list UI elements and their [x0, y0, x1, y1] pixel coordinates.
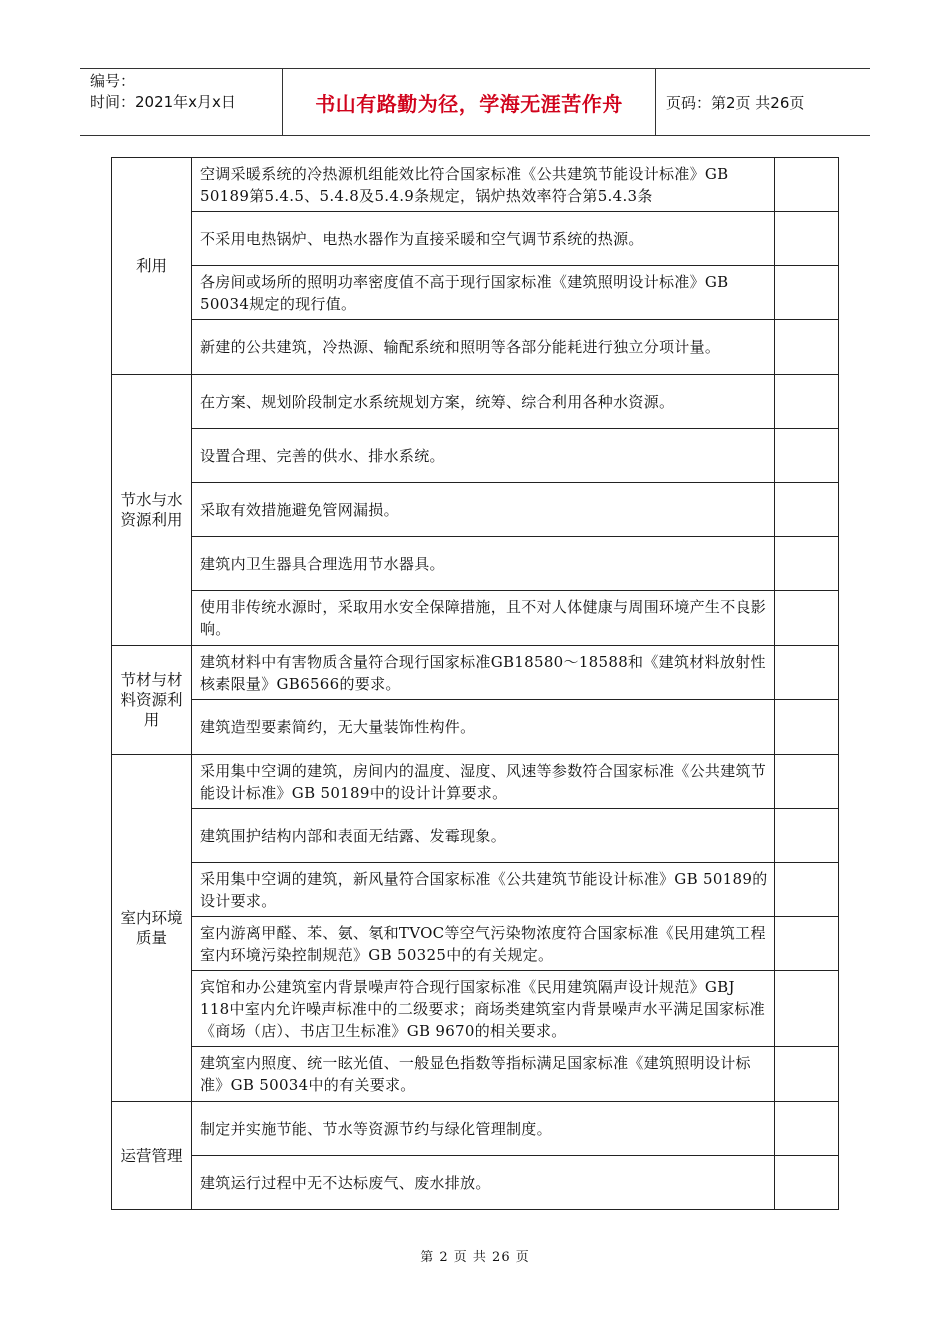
- check-cell[interactable]: [775, 1156, 839, 1210]
- check-cell[interactable]: [775, 1102, 839, 1156]
- criterion-text: 建筑内卫生器具合理选用节水器具。: [192, 537, 775, 591]
- criterion-text: 宾馆和办公建筑室内背景噪声符合现行国家标准《民用建筑隔声设计规范》GBJ 118中室内允许噪声标准中的二级要求；商场类建筑室内背景噪声水平满足国家标准《商场（店）、书店卫生标准》GB 9670的相关要求。: [192, 971, 775, 1047]
- check-cell[interactable]: [775, 375, 839, 429]
- check-cell[interactable]: [775, 266, 839, 320]
- table-row: [112, 429, 839, 483]
- criterion-text: 在方案、规划阶段制定水系统规划方案，统筹、综合利用各种水资源。: [192, 375, 775, 429]
- table-row: [112, 591, 839, 646]
- table-row: [112, 158, 839, 212]
- criterion-text: 不采用电热锅炉、电热水器作为直接采暖和空气调节系统的热源。: [192, 212, 775, 266]
- criterion-text: 采用集中空调的建筑，新风量符合国家标准《公共建筑节能设计标准》GB 50189的设计要求。: [192, 863, 775, 917]
- table-row: [112, 1156, 839, 1210]
- page-footer: 第 2 页 共 26 页: [420, 1250, 530, 1265]
- table-row: [112, 863, 839, 917]
- header-meta: [80, 69, 283, 135]
- check-cell[interactable]: [775, 429, 839, 483]
- category-cell: 利用: [112, 158, 192, 375]
- table-row: [112, 646, 839, 700]
- criterion-text: 各房间或场所的照明功率密度值不高于现行国家标准《建筑照明设计标准》GB 50034规定的现行值。: [192, 266, 775, 320]
- check-cell[interactable]: [775, 863, 839, 917]
- criterion-text: 建筑材料中有害物质含量符合现行国家标准GB18580～18588和《建筑材料放射性核素限量》GB6566的要求。: [192, 646, 775, 700]
- check-cell[interactable]: [775, 212, 839, 266]
- table-row: [112, 375, 839, 429]
- check-cell[interactable]: [775, 537, 839, 591]
- document-date: 时间：2021年x月x日: [90, 93, 236, 111]
- criterion-text: 建筑运行过程中无不达标废气、废水排放。: [192, 1156, 775, 1210]
- category-cell: 室内环境质量: [112, 755, 192, 1102]
- criterion-text: 使用非传统水源时，采取用水安全保障措施，且不对人体健康与周围环境产生不良影响。: [192, 591, 775, 646]
- checklist-table: [111, 157, 839, 1210]
- page-header: [80, 68, 870, 136]
- table-row: [112, 700, 839, 755]
- check-cell[interactable]: [775, 700, 839, 755]
- document-number-label: 编号：: [90, 72, 136, 90]
- criterion-text: 设置合理、完善的供水、排水系统。: [192, 429, 775, 483]
- criterion-text: 采取有效措施避免管网漏损。: [192, 483, 775, 537]
- criterion-text: 室内游离甲醛、苯、氨、氡和TVOC等空气污染物浓度符合国家标准《民用建筑工程室内环境污染控制规范》GB 50325中的有关规定。: [192, 917, 775, 971]
- header-motto: 书山有路勤为径，学海无涯苦作舟: [283, 69, 656, 135]
- check-cell[interactable]: [775, 158, 839, 212]
- table-row: [112, 212, 839, 266]
- check-cell[interactable]: [775, 320, 839, 375]
- check-cell[interactable]: [775, 755, 839, 809]
- check-cell[interactable]: [775, 1047, 839, 1102]
- table-row: [112, 917, 839, 971]
- table-row: [112, 320, 839, 375]
- table-row: [112, 1047, 839, 1102]
- category-cell: 节材与材料资源利用: [112, 646, 192, 755]
- table-row: [112, 809, 839, 863]
- criterion-text: 采用集中空调的建筑，房间内的温度、湿度、风速等参数符合国家标准《公共建筑节能设计标准》GB 50189中的设计计算要求。: [192, 755, 775, 809]
- table-row: [112, 537, 839, 591]
- table-row: [112, 971, 839, 1047]
- criterion-text: 制定并实施节能、节水等资源节约与绿化管理制度。: [192, 1102, 775, 1156]
- check-cell[interactable]: [775, 971, 839, 1047]
- criterion-text: 空调采暖系统的冷热源机组能效比符合国家标准《公共建筑节能设计标准》GB 50189第5.4.5、5.4.8及5.4.9条规定，锅炉热效率符合第5.4.3条: [192, 158, 775, 212]
- criterion-text: 建筑围护结构内部和表面无结露、发霉现象。: [192, 809, 775, 863]
- criterion-text: 新建的公共建筑，冷热源、输配系统和照明等各部分能耗进行独立分项计量。: [192, 320, 775, 375]
- category-cell: 运营管理: [112, 1102, 192, 1210]
- check-cell[interactable]: [775, 917, 839, 971]
- check-cell[interactable]: [775, 646, 839, 700]
- header-page-number: 页码：第2页 共26页: [666, 93, 805, 112]
- criterion-text: 建筑造型要素简约，无大量装饰性构件。: [192, 700, 775, 755]
- category-cell: 节水与水资源利用: [112, 375, 192, 646]
- table-row: [112, 483, 839, 537]
- check-cell[interactable]: [775, 809, 839, 863]
- table-row: [112, 266, 839, 320]
- table-row: [112, 755, 839, 809]
- criterion-text: 建筑室内照度、统一眩光值、一般显色指数等指标满足国家标准《建筑照明设计标准》GB 50034中的有关要求。: [192, 1047, 775, 1102]
- check-cell[interactable]: [775, 483, 839, 537]
- check-cell[interactable]: [775, 591, 839, 646]
- table-row: [112, 1102, 839, 1156]
